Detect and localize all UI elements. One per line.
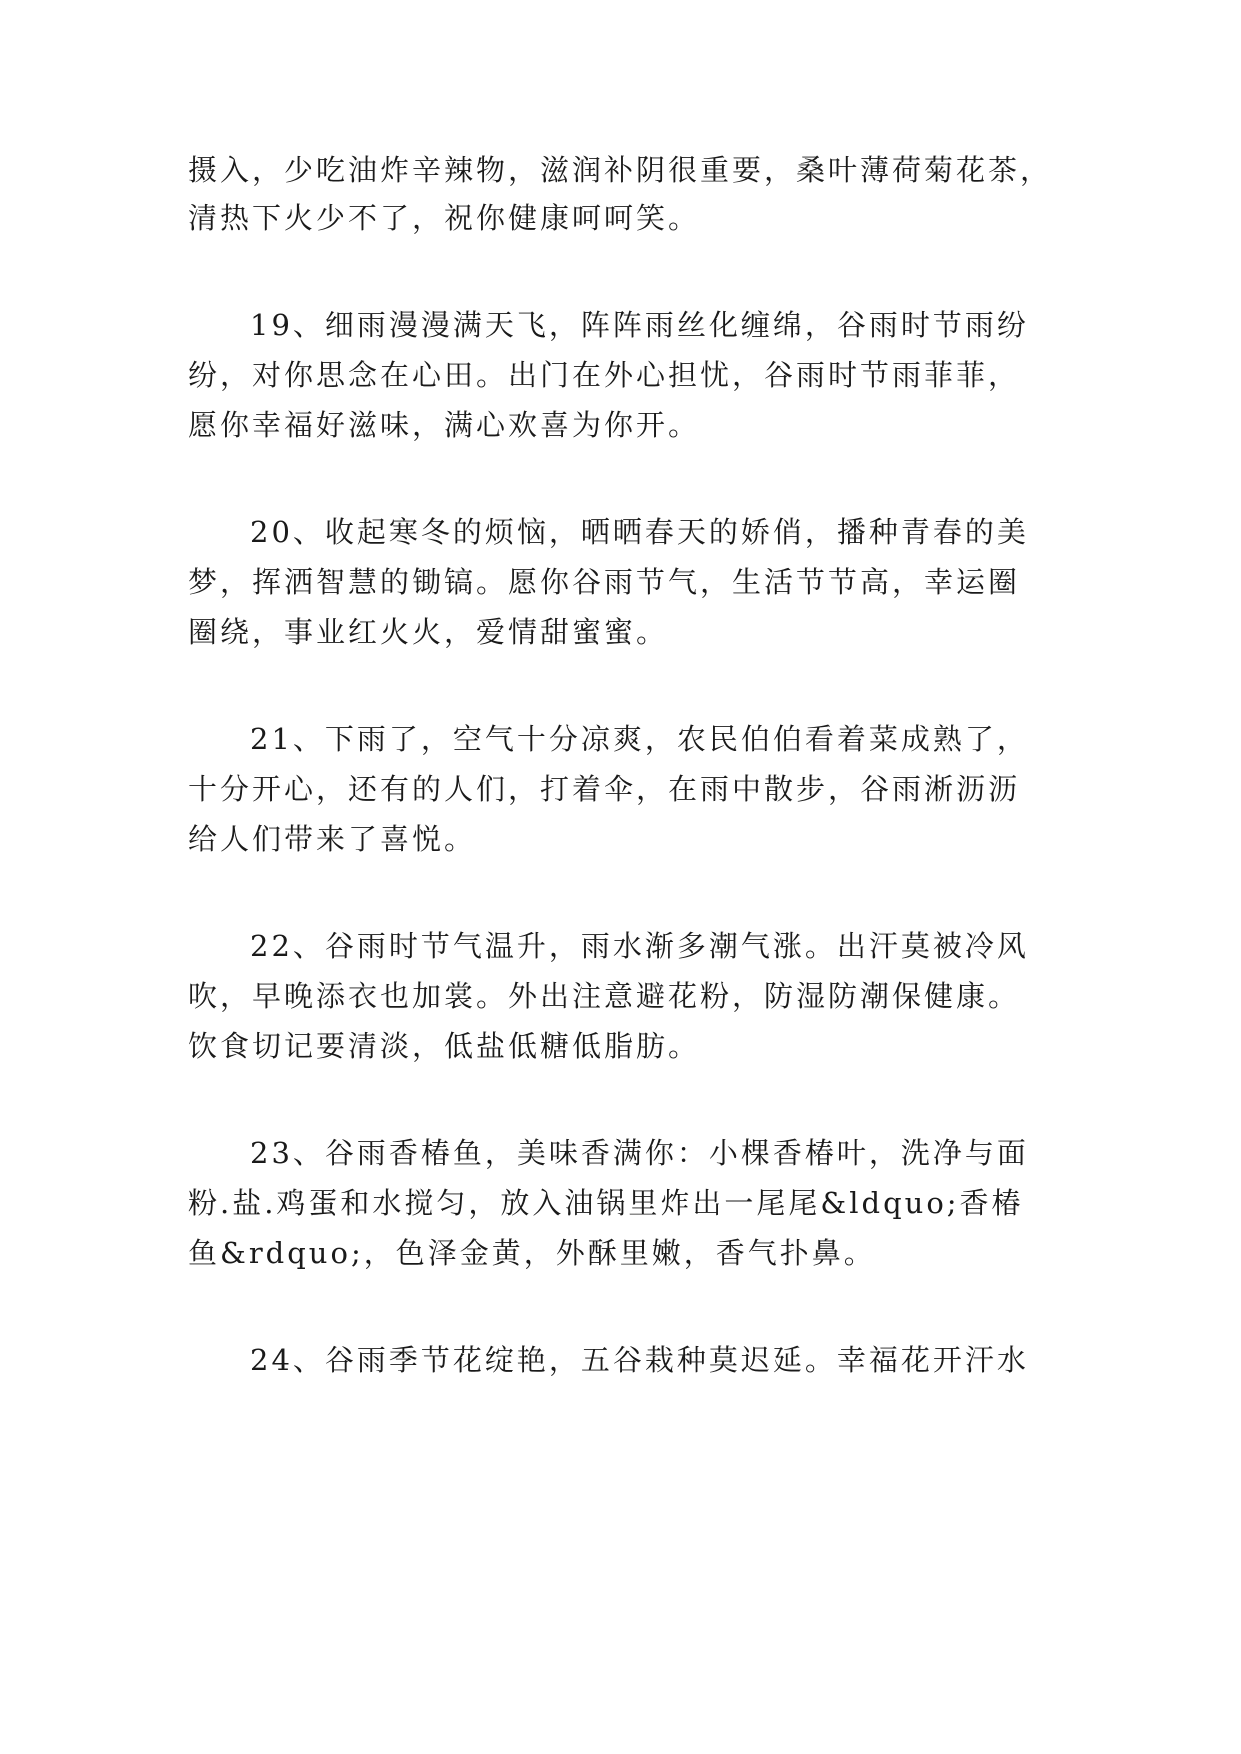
paragraph-20-line-1: 20、收起寒冬的烦恼，晒晒春天的娇俏，播种青春的美	[250, 515, 1029, 549]
text-line: 愿你幸福好滋味，满心欢喜为你开。	[188, 408, 701, 442]
paragraph-22-line-1: 22、谷雨时节气温升，雨水渐多潮气涨。出汗莫被冷风	[250, 929, 1029, 963]
paragraph-24-line-1: 24、谷雨季节花绽艳，五谷栽种莫迟延。幸福花开汗水	[250, 1343, 1029, 1377]
text-line: 饮食切记要清淡，低盐低糖低脂肪。	[188, 1029, 701, 1063]
text-line: 给人们带来了喜悦。	[188, 822, 477, 856]
text-line: 吹，早晚添衣也加裳。外出注意避花粉，防湿防潮保健康。	[188, 979, 1021, 1013]
paragraph-19-line-1: 19、细雨漫漫满天飞，阵阵雨丝化缠绵，谷雨时节雨纷	[250, 308, 1029, 342]
text-line: 粉.盐.鸡蛋和水搅匀，放入油锅里炸出一尾尾&ldquo;香椿	[188, 1186, 1024, 1220]
paragraph-21-line-1: 21、下雨了，空气十分凉爽，农民伯伯看着菜成熟了，	[250, 722, 1029, 756]
text-line: 圈绕，事业红火火，爱情甜蜜蜜。	[188, 615, 669, 649]
text-line: 十分开心，还有的人们，打着伞，在雨中散步，谷雨淅沥沥	[188, 772, 1021, 806]
text-line: 摄入，少吃油炸辛辣物，滋润补阴很重要，桑叶薄荷菊花茶，	[188, 153, 1053, 187]
text-line: 鱼&rdquo;，色泽金黄，外酥里嫩，香气扑鼻。	[188, 1236, 876, 1270]
text-line: 梦，挥洒智慧的锄镐。愿你谷雨节气，生活节节高，幸运圈	[188, 565, 1021, 599]
paragraph-23-line-1: 23、谷雨香椿鱼，美味香满你：小棵香椿叶，洗净与面	[250, 1136, 1029, 1170]
text-line: 纷，对你思念在心田。出门在外心担忧，谷雨时节雨菲菲，	[188, 358, 1021, 392]
text-line: 清热下火少不了，祝你健康呵呵笑。	[188, 201, 701, 235]
